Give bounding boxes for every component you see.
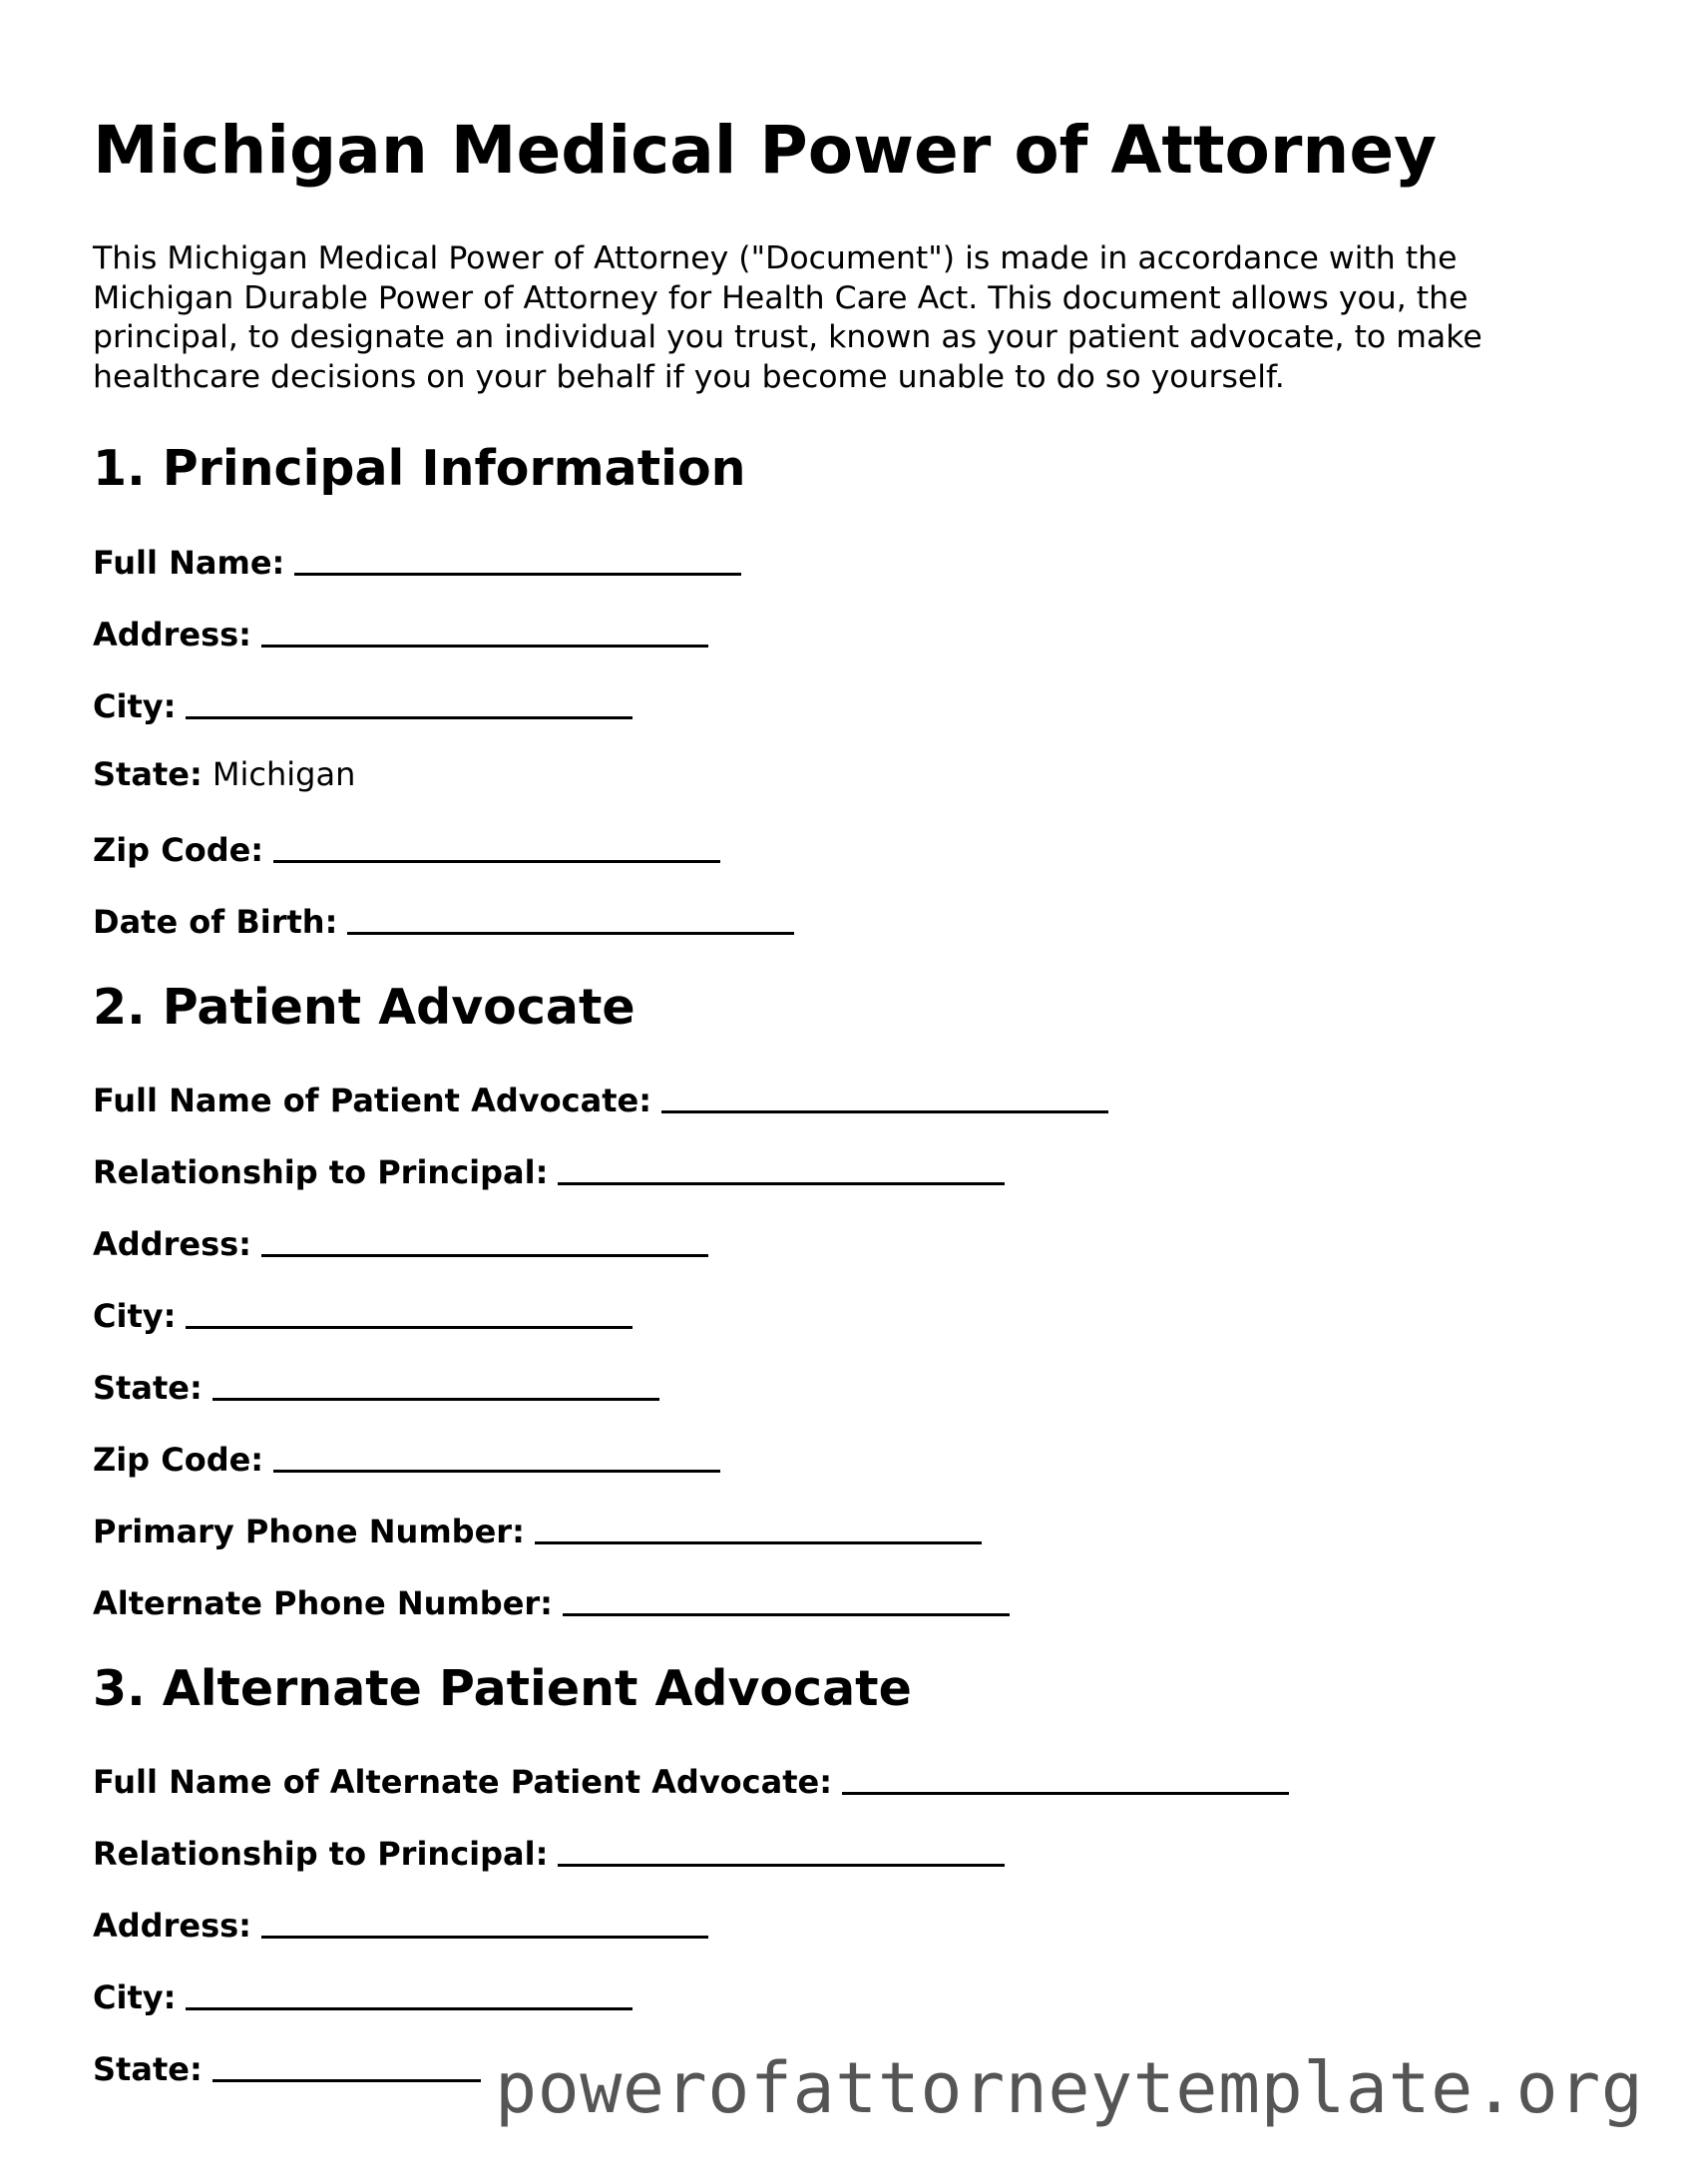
intro-line: healthcare decisions on your behalf if you become unable to do so yourself. <box>93 358 1285 395</box>
advocate-alternate-phone-field <box>93 1583 1010 1622</box>
intro-line: This Michigan Medical Power of Attorney ("Document") is made in accordance with the <box>93 240 1458 276</box>
principal-city-blank[interactable] <box>186 686 633 719</box>
advocate-full-name-field <box>93 1081 1108 1119</box>
principal-address-field <box>93 615 708 654</box>
field-label: State: <box>93 1369 203 1407</box>
field-label: Full Name of Patient Advocate: <box>93 1082 651 1119</box>
field-label: Address: <box>93 1225 251 1263</box>
field-label: Date of Birth: <box>93 903 338 941</box>
intro-line: Michigan Durable Power of Attorney for Health Care Act. This document allows you, the <box>93 279 1469 316</box>
principal-state-field <box>93 755 356 793</box>
section-heading-advocate: 2. Patient Advocate <box>93 979 635 1036</box>
field-label: Relationship to Principal: <box>93 1153 549 1191</box>
field-label: City: <box>93 687 177 725</box>
advocate-relationship-blank[interactable] <box>558 1152 1005 1185</box>
intro-line: principal, to designate an individual you trust, known as your patient advocate, to make <box>93 319 1482 355</box>
alternate-full-name-field <box>93 1762 1289 1801</box>
section-heading-alternate: 3. Alternate Patient Advocate <box>93 1660 912 1717</box>
alternate-relationship-blank[interactable] <box>558 1834 1005 1867</box>
field-label: Alternate Phone Number: <box>93 1584 553 1622</box>
field-label: State: <box>93 755 203 793</box>
principal-full-name-field <box>93 543 741 582</box>
advocate-state-field <box>93 1368 659 1407</box>
intro-paragraph <box>93 239 1609 397</box>
watermark: powerofattorneytemplate.org <box>481 2053 1643 2123</box>
field-label: Full Name: <box>93 544 285 582</box>
field-label: Zip Code: <box>93 831 264 869</box>
field-label: Full Name of Alternate Patient Advocate: <box>93 1763 833 1801</box>
field-label: Primary Phone Number: <box>93 1513 525 1550</box>
alternate-city-field <box>93 1977 633 2016</box>
field-label: City: <box>93 1978 177 2016</box>
advocate-alternate-phone-blank[interactable] <box>563 1583 1010 1616</box>
document-title: Michigan Medical Power of Attorney <box>93 112 1438 189</box>
field-label: City: <box>93 1297 177 1335</box>
principal-state-value: Michigan <box>211 755 356 793</box>
field-label: State: <box>93 2050 203 2088</box>
alternate-address-field <box>93 1906 708 1945</box>
principal-full-name-blank[interactable] <box>294 543 741 576</box>
section-heading-principal: 1. Principal Information <box>93 440 746 497</box>
advocate-zip-blank[interactable] <box>273 1440 720 1473</box>
alternate-relationship-field <box>93 1834 1005 1873</box>
alternate-city-blank[interactable] <box>186 1977 633 2010</box>
advocate-city-blank[interactable] <box>186 1296 633 1329</box>
field-label: Zip Code: <box>93 1441 264 1479</box>
principal-address-blank[interactable] <box>261 615 708 648</box>
principal-zip-blank[interactable] <box>273 830 720 863</box>
principal-zip-field <box>93 830 720 869</box>
advocate-city-field <box>93 1296 633 1335</box>
field-label: Address: <box>93 1907 251 1945</box>
advocate-address-field <box>93 1224 708 1263</box>
advocate-primary-phone-blank[interactable] <box>535 1512 982 1544</box>
advocate-state-blank[interactable] <box>212 1368 659 1401</box>
alternate-full-name-blank[interactable] <box>842 1762 1289 1795</box>
principal-city-field <box>93 686 633 725</box>
field-label: Relationship to Principal: <box>93 1835 549 1873</box>
principal-dob-blank[interactable] <box>347 902 794 935</box>
advocate-full-name-blank[interactable] <box>661 1081 1108 1113</box>
advocate-zip-field <box>93 1440 720 1479</box>
advocate-primary-phone-field <box>93 1512 982 1550</box>
advocate-address-blank[interactable] <box>261 1224 708 1257</box>
alternate-address-blank[interactable] <box>261 1906 708 1939</box>
advocate-relationship-field <box>93 1152 1005 1191</box>
principal-dob-field <box>93 902 794 941</box>
field-label: Address: <box>93 616 251 654</box>
